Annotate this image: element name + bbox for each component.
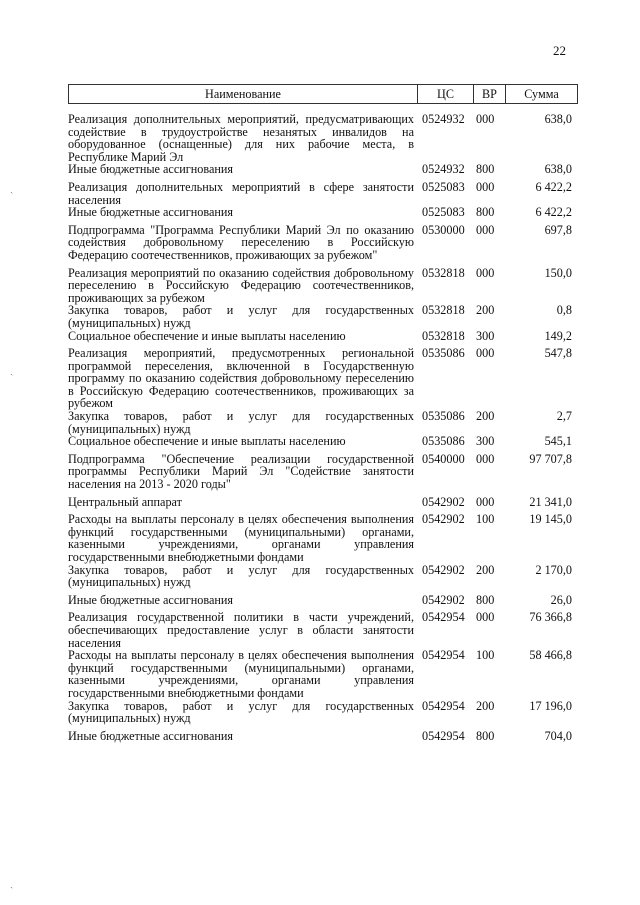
row-cs: 0542902 <box>422 592 465 607</box>
row-sum: 704,0 <box>544 728 572 743</box>
table-row <box>68 700 578 725</box>
table-row <box>68 594 578 607</box>
row-vr: 000 <box>476 494 495 509</box>
row-vr: 800 <box>476 162 495 177</box>
table-row <box>68 611 578 649</box>
row-name: Реализация мероприятий по оказанию содействия добровольному переселению в Российскую Федерацию соотечественников, проживающих за рубежом <box>68 265 414 305</box>
row-cs: 0532818 <box>422 328 465 343</box>
row-sum: 149,2 <box>544 328 572 343</box>
row-sum: 638,0 <box>544 162 572 177</box>
row-name: Подпрограмма "Обеспечение реализации государственной программы Республики Марий Эл "Содействие занятости населения на 2013 - 2020 годы" <box>68 451 414 492</box>
row-name: Расходы на выплаты персоналу в целях обеспечения выполнения функций государственными (муниципальными) органами, казенными учреждениями, органами управления государственными внебюджетными фондами <box>68 512 414 564</box>
table-row <box>68 513 578 563</box>
row-vr: 000 <box>476 179 495 194</box>
row-sum: 638,0 <box>544 112 572 126</box>
row-sum: 97 707,8 <box>529 451 572 466</box>
table-row <box>68 453 578 491</box>
row-cs: 0542902 <box>422 512 465 527</box>
row-name: Центральный аппарат <box>68 494 182 509</box>
table-header <box>68 84 578 104</box>
row-cs: 0542954 <box>422 728 465 743</box>
row-sum: 21 341,0 <box>529 494 572 509</box>
table-row <box>68 347 578 410</box>
table-body <box>68 104 578 742</box>
row-vr: 200 <box>476 409 495 424</box>
row-name: Реализация дополнительных мероприятий, предусматривающих содействие в трудоустройстве незанятых инвалидов на оборудованное (оснащенные) для них рабочие места, в Республике Марий Эл <box>68 112 414 164</box>
table-row <box>68 224 578 262</box>
row-cs: 0535086 <box>422 409 465 424</box>
table-row <box>68 649 578 699</box>
table-row <box>68 267 578 305</box>
row-sum: 58 466,8 <box>529 648 572 663</box>
row-vr: 800 <box>476 592 495 607</box>
row-cs: 0524932 <box>422 162 465 177</box>
row-vr: 000 <box>476 451 495 466</box>
header-vr: ВР <box>474 85 506 103</box>
row-name: Подпрограмма "Программа Республики Марий Эл по оказанию содействия добровольному переселению в Российскую Федерацию соотечественников, проживающих за рубежом" <box>68 222 414 262</box>
row-cs: 0530000 <box>422 222 465 237</box>
row-sum: 547,8 <box>544 346 572 361</box>
row-vr: 000 <box>476 112 495 126</box>
row-cs: 0542902 <box>422 562 465 577</box>
row-cs: 0542902 <box>422 494 465 509</box>
row-name: Закупка товаров, работ и услуг для государственных (муниципальных) нужд <box>68 409 414 436</box>
margin-mark: ˏ <box>10 878 14 889</box>
margin-mark: ˏ <box>10 365 14 376</box>
table-row <box>68 564 578 589</box>
row-cs: 0535086 <box>422 346 465 361</box>
row-sum: 2,7 <box>556 409 572 424</box>
row-name: Социальное обеспечение и иные выплаты населению <box>68 434 346 449</box>
row-name: Реализация мероприятий, предусмотренных региональной программой переселения, включенной в Государственную программу по оказанию содействия добровольному переселению в Российскую Федерацию соотечественников, проживающих за рубежом <box>68 346 414 411</box>
row-sum: 19 145,0 <box>529 512 572 527</box>
row-name: Закупка товаров, работ и услуг для государственных (муниципальных) нужд <box>68 303 414 330</box>
page-number: 22 <box>553 43 566 58</box>
row-name: Закупка товаров, работ и услуг для государственных (муниципальных) нужд <box>68 698 414 726</box>
table-row <box>68 435 578 448</box>
header-name: Наименование <box>68 85 418 103</box>
table-row <box>68 410 578 435</box>
row-vr: 000 <box>476 346 495 361</box>
row-vr: 200 <box>476 562 495 577</box>
row-name: Расходы на выплаты персоналу в целях обеспечения выполнения функций государственными (муниципальными) органами, казенными учреждениями, органами управления государственными внебюджетными фондами <box>68 648 414 700</box>
row-vr: 300 <box>476 434 495 449</box>
table-row <box>68 496 578 509</box>
table-row <box>68 730 578 743</box>
row-cs: 0542954 <box>422 648 465 663</box>
budget-table <box>68 84 578 742</box>
table-row <box>68 206 578 219</box>
row-name: Социальное обеспечение и иные выплаты населению <box>68 328 346 343</box>
header-sum: Сумма <box>506 85 578 103</box>
row-sum: 2 170,0 <box>535 562 572 577</box>
row-vr: 800 <box>476 728 495 743</box>
row-name: Иные бюджетные ассигнования <box>68 592 234 607</box>
row-cs: 0525083 <box>422 179 465 194</box>
row-vr: 100 <box>476 648 495 663</box>
row-vr: 000 <box>476 265 495 280</box>
margin-mark: ˏ <box>10 183 14 194</box>
table-row <box>68 181 578 206</box>
table-row <box>68 163 578 176</box>
row-name: Иные бюджетные ассигнования <box>68 728 234 743</box>
row-sum: 697,8 <box>544 222 572 237</box>
row-cs: 0532818 <box>422 265 465 280</box>
row-name: Закупка товаров, работ и услуг для государственных (муниципальных) нужд <box>68 562 414 590</box>
row-sum: 17 196,0 <box>529 698 572 713</box>
row-vr: 000 <box>476 222 495 237</box>
row-name: Реализация государственной политики в части учреждений, обеспечивающих предоставление услуг в области занятости населения <box>68 610 414 650</box>
row-cs: 0535086 <box>422 434 465 449</box>
row-cs: 0542954 <box>422 610 465 625</box>
row-vr: 800 <box>476 205 495 220</box>
header-cs: ЦС <box>418 85 474 103</box>
row-sum: 26,0 <box>550 592 572 607</box>
row-name: Иные бюджетные ассигнования <box>68 205 234 220</box>
table-row <box>68 113 578 163</box>
row-name: Иные бюджетные ассигнования <box>68 162 234 177</box>
row-sum: 6 422,2 <box>535 205 572 220</box>
row-vr: 200 <box>476 698 495 713</box>
row-name: Реализация дополнительных мероприятий в сфере занятости населения <box>68 179 414 207</box>
row-vr: 200 <box>476 303 495 318</box>
row-vr: 100 <box>476 512 495 527</box>
row-cs: 0532818 <box>422 303 465 318</box>
table-row <box>68 330 578 343</box>
row-vr: 000 <box>476 610 495 625</box>
row-sum: 6 422,2 <box>535 179 572 194</box>
row-sum: 150,0 <box>544 265 572 280</box>
row-cs: 0525083 <box>422 205 465 220</box>
row-cs: 0542954 <box>422 698 465 713</box>
row-sum: 545,1 <box>544 434 572 449</box>
row-cs: 0524932 <box>422 112 465 126</box>
row-vr: 300 <box>476 328 495 343</box>
row-sum: 76 366,8 <box>529 610 572 625</box>
row-sum: 0,8 <box>556 303 572 318</box>
row-cs: 0540000 <box>422 451 465 466</box>
table-row <box>68 304 578 329</box>
